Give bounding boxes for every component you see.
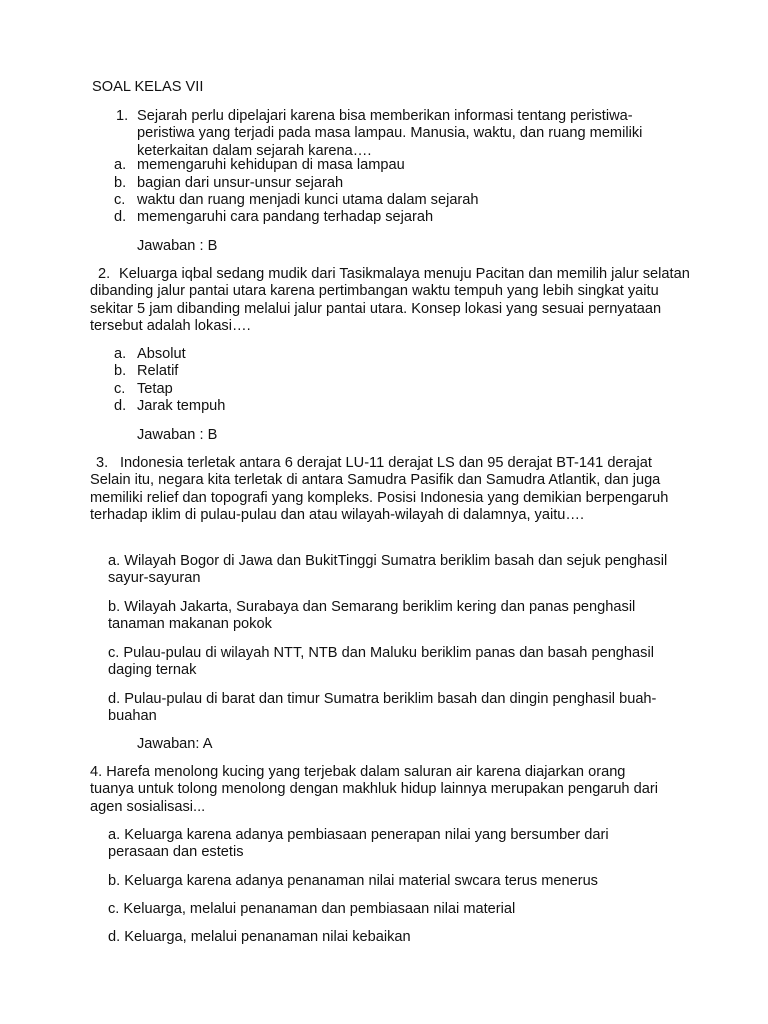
q4-option-d: d. Keluarga, melalui penanaman nilai kebaikan [108,929,411,945]
q1-option-c-text: waktu dan ruang menjadi kunci utama dalam sejarah [137,192,479,208]
q2-answer: Jawaban : B [137,427,218,443]
q1-option-b-letter: b. [114,175,127,191]
q3-option-c: c. Pulau-pulau di wilayah NTT, NTB dan Maluku beriklim panas dan basah penghasil daging ternak [108,645,654,679]
q3-answer: Jawaban: A [137,736,213,752]
q1-option-d-letter: d. [114,209,127,225]
q1-option-c-letter: c. [114,192,126,208]
q1-option-a-letter: a. [114,157,127,173]
q2-option-c-text: Tetap [137,381,173,397]
q3-text: Indonesia terletak antara 6 derajat LU-11 derajat LS dan 95 derajat BT-141 derajat Selain itu, negara kita terletak di antara Samudra Pasifik dan Samudra Atlantik, dan juga memiliki relief dan topografi yang kompleks. Posisi Indonesia yang demikian berpengaruh terhadap iklim di pulau-pulau dan atau wilayah-wilayah di dalamnya, yaitu…. [90,455,669,524]
q4-option-c: c. Keluarga, melalui penanaman dan pembiasaan nilai material [108,901,516,917]
q2-text: Keluarga iqbal sedang mudik dari Tasikmalaya menuju Pacitan dan memilih jalur selatan dibanding jalur pantai utara karena pertimbangan waktu tempuh yang lebih singkat yaitu sekitar 5 jam dibanding melalui jalur pantai utara. Konsep lokasi yang sesuai pernyataan tersebut adalah lokasi…. [90,266,690,335]
q1-text: Sejarah perlu dipelajari karena bisa memberikan informasi tentang peristiwa-peristiwa yang terjadi pada masa lampau. Manusia, waktu, dan ruang memiliki keterkaitan dalam sejarah karena…. [137,108,643,159]
q3-option-b: b. Wilayah Jakarta, Surabaya dan Semarang beriklim kering dan panas penghasil tanaman makanan pokok [108,599,636,633]
q2-number: 2. [98,266,111,282]
q4-text: 4. Harefa menolong kucing yang terjebak dalam saluran air karena diajarkan orang tuanya untuk tolong menolong dengan makhluk hidup lainnya merupakan pengaruh dari agen sosialisasi... [90,764,658,815]
q1-option-d-text: memengaruhi cara pandang terhadap sejarah [137,209,434,225]
q1-answer: Jawaban : B [137,238,218,254]
q2-option-a-text: Absolut [137,346,186,362]
q2-option-d-letter: d. [114,398,127,414]
document-title: SOAL KELAS VII [92,79,204,95]
q4-option-a: a. Keluarga karena adanya pembiasaan penerapan nilai yang bersumber dari perasaan dan estetis [108,827,609,861]
q2-option-b-letter: b. [114,363,127,379]
q3-number: 3. [96,455,109,471]
q3-option-d: d. Pulau-pulau di barat dan timur Sumatra beriklim basah dan dingin penghasil buah-buahan [108,691,657,725]
q4-option-b: b. Keluarga karena adanya penanaman nilai material swcara terus menerus [108,873,598,889]
q2-option-a-letter: a. [114,346,127,362]
q3-option-a: a. Wilayah Bogor di Jawa dan BukitTinggi Sumatra beriklim basah dan sejuk penghasil sayur-sayuran [108,553,668,587]
q2-option-d-text: Jarak tempuh [137,398,226,414]
q2-option-b-text: Relatif [137,363,179,379]
q2-option-c-letter: c. [114,381,126,397]
q1-option-b-text: bagian dari unsur-unsur sejarah [137,175,344,191]
q1-option-a-text: memengaruhi kehidupan di masa lampau [137,157,405,173]
q1-number: 1. [116,108,129,124]
